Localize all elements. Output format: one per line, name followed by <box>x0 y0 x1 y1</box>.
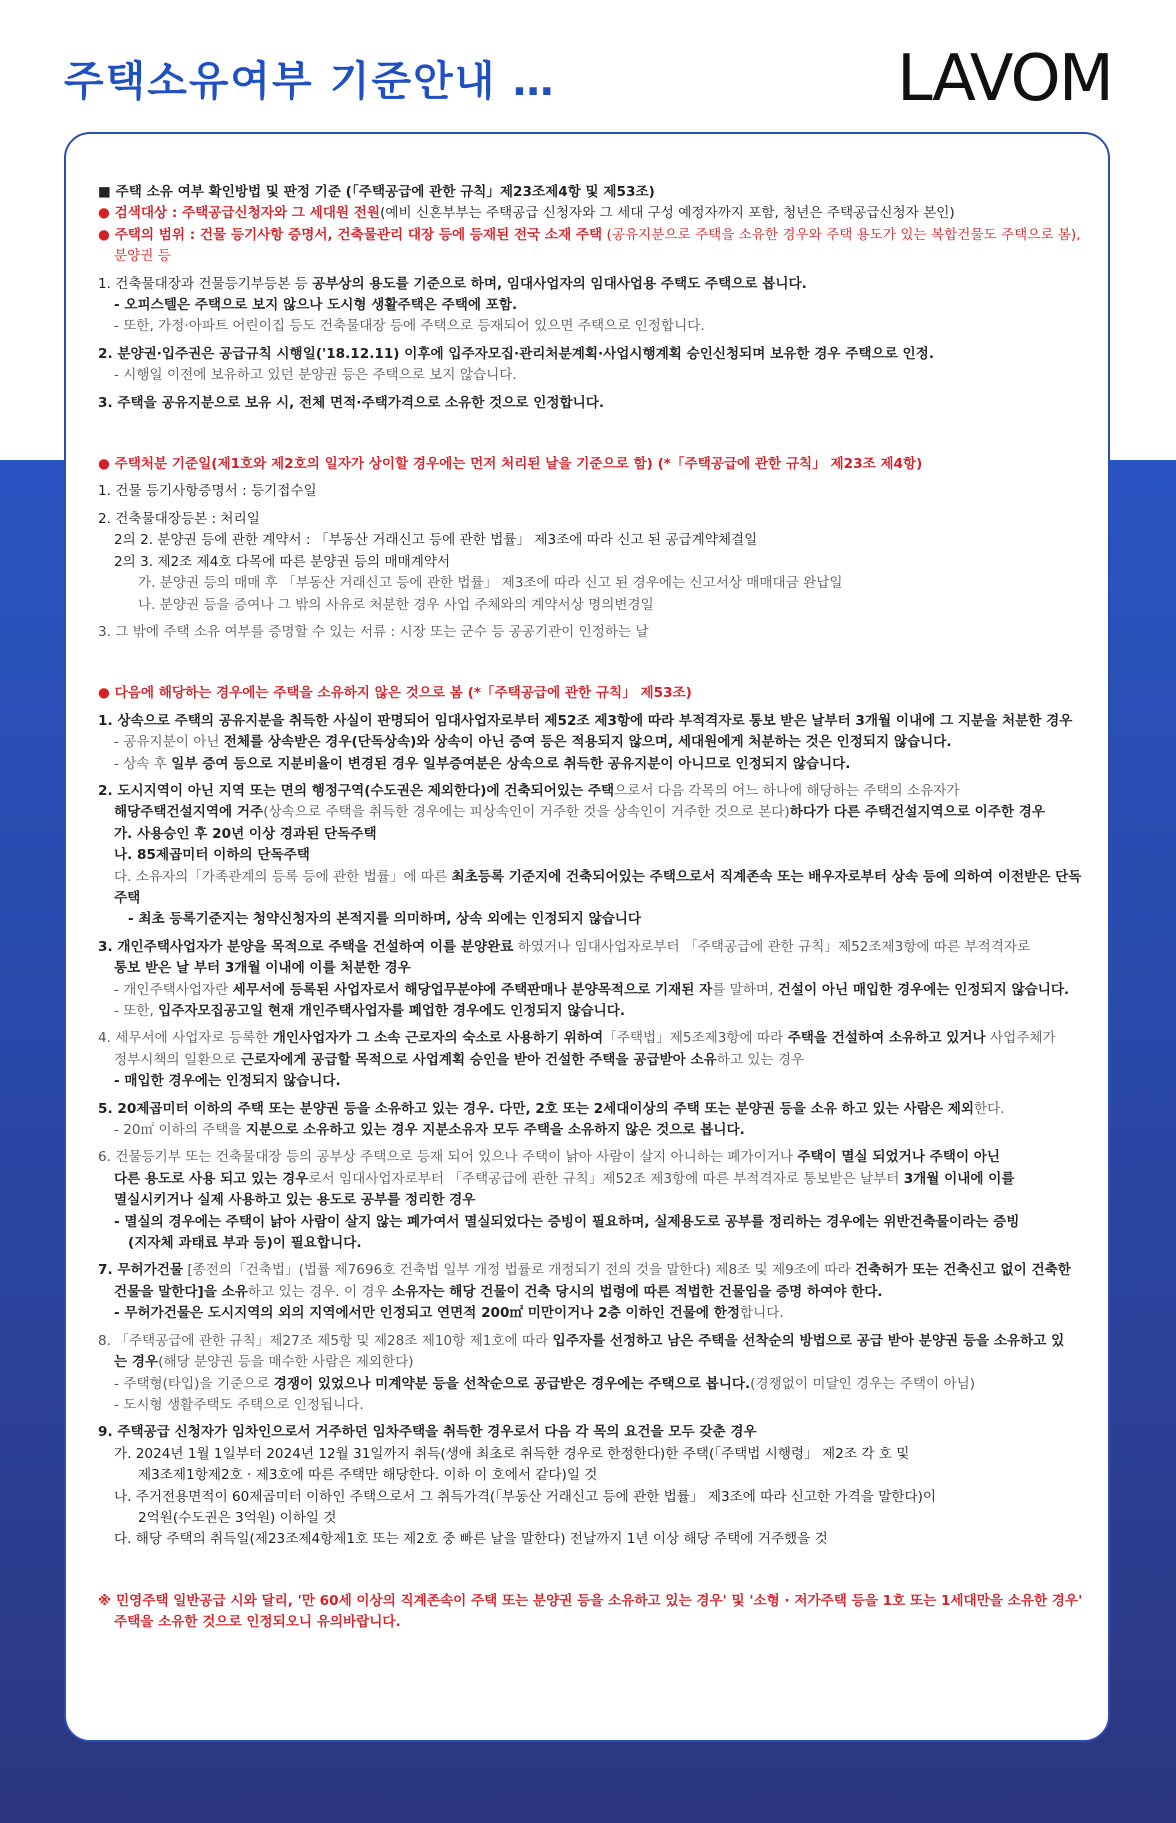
list-item-continuation: 해당주택건설지역에 거주(상속으로 주택을 취득한 경우에는 피상속인이 거주한 것을 상속인이 거주한 것으로 본다)하다가 다른 주택건설지역으로 이주한 경우 <box>114 804 1046 821</box>
sub-item: 다. 소유자의「가족관계의 등록 등에 관한 법률」에 따른 최초등록 기준지에 건축되어있는 주택으로서 직계존속 또는 배우자로부터 상속 등에 의하여 이전받은 단독주택 <box>114 868 1082 906</box>
sub-item: - 무허가건물은 도시지역의 외의 지역에서만 인정되고 연면적 200㎡ 미만이거나 2층 이하인 건물에 한정합니다. <box>114 1305 784 1322</box>
sub-item: - 최초 등록기준지는 청약신청자의 본적지를 의미하며, 상속 외에는 인정되지 않습니다 <box>128 911 642 928</box>
list-item: 8. 「주택공급에 관한 규칙」제27조 제5항 및 제28조 제10항 제1호에 따라 입주자를 선정하고 남은 주택을 선착순의 방법으로 공급 받아 분양권 등을 소유하고 있 <box>98 1332 1065 1349</box>
section-heading-disposal-date: ● 주택처분 기준일(제1호와 제2호의 일자가 상이할 경우에는 먼저 처리된 날을 기준으로 함) (*「주택공급에 관한 규칙」 제23조 제4항) <box>98 456 923 473</box>
list-item: 4. 세무서에 사업자로 등록한 개인사업자가 그 소속 근로자의 숙소로 사용하기 위하여「주택법」제5조제3항에 따라 주택을 건설하여 소유하고 있거나 사업주체가 <box>98 1030 1056 1047</box>
notice-card <box>64 132 1110 1742</box>
list-item: 2. 건축물대장등본 : 처리일 <box>98 510 260 527</box>
brand-logo: LAVOM <box>896 42 1112 116</box>
sub-item: 가. 2024년 1월 1일부터 2024년 12월 31일까지 취득(생애 최초로 취득한 경우로 한정한다)한 주택(「주택법 시행령」 제2조 각 호 및 <box>114 1445 910 1462</box>
sub-item: - 도시형 생활주택도 주택으로 인정됩니다. <box>114 1396 364 1413</box>
list-item: 3. 그 밖에 주택 소유 여부를 증명할 수 있는 서류 : 시장 또는 군수 등 공공기관이 인정하는 날 <box>98 623 649 640</box>
sub-item-continuation: 2억원(수도권은 3억원) 이하일 것 <box>138 1509 337 1526</box>
sub-item: - 오피스텔은 주택으로 보지 않으나 도시형 생활주택은 주택에 포함. <box>114 297 518 314</box>
list-item: 1. 건축물대장과 건물등기부등본 등 공부상의 용도를 기준으로 하며, 임대사업자의 임대사업용 주택도 주택으로 봅니다. <box>98 275 807 292</box>
page-title: 주택소유여부 기준안내 … <box>64 57 556 105</box>
sub-item-continuation: (지자체 과태료 부과 등)이 필요합니다. <box>128 1235 362 1252</box>
list-item: 9. 주택공급 신청자가 임차인으로서 거주하던 임차주택을 취득한 경우로서 다음 각 목의 요건을 모두 갖춘 경우 <box>98 1424 757 1441</box>
sub-item-continuation: 제3조제1항제2호 · 제3호에 따른 주택만 해당한다. 이하 이 호에서 같다)일 것 <box>138 1467 598 1484</box>
sub-item: - 개인주택사업자란 세무서에 등록된 사업자로서 해당업무분야에 주택판매나 분양목적으로 기재된 자를 말하며, 건설이 아닌 매입한 경우에는 인정되지 않습니다. <box>114 981 1070 998</box>
sub-item: - 매입한 경우에는 인정되지 않습니다. <box>114 1073 341 1090</box>
sub-item: 가. 분양권 등의 매매 후 「부동산 거래신고 등에 관한 법률」 제3조에 따라 신고 된 경우에는 신고서상 매매대금 완납일 <box>138 575 843 592</box>
section-heading-not-owned: ● 다음에 해당하는 경우에는 주택을 소유하지 않은 것으로 봄 (*「주택공급에 관한 규칙」 제53조) <box>98 685 692 702</box>
sub-item: - 상속 후 일부 증여 등으로 지분비율이 변경된 경우 일부증여분은 상속으로 취득한 공유지분이 아니므로 인정되지 않습니다. <box>114 755 851 772</box>
list-item-continuation: 건물을 말한다]을 소유하고 있는 경우. 이 경우 소유자는 해당 건물이 건축 당시의 법령에 따른 적법한 건물임을 증명 하여야 한다. <box>114 1283 883 1300</box>
list-item: 2. 분양권·입주권은 공급규칙 시행일('18.12.11) 이후에 입주자모집·관리처분계획·사업시행계획 승인신청되며 보유한 경우 주택으로 인정. <box>98 345 934 362</box>
sub-item: 다. 해당 주택의 취득일(제23조제4항제1호 또는 제2호 중 빠른 날을 말한다) 전날까지 1년 이상 해당 주택에 거주했을 것 <box>114 1531 828 1548</box>
list-item-continuation: 멸실시키거나 실제 사용하고 있는 용도로 공부를 정리한 경우 <box>114 1192 476 1209</box>
sub-item: - 20㎡ 이하의 주택을 지분으로 소유하고 있는 경우 지분소유자 모두 주택을 소유하지 않은 것으로 봅니다. <box>114 1122 745 1139</box>
list-item: 3. 주택을 공유지분으로 보유 시, 전체 면적·주택가격으로 소유한 것으로 인정합니다. <box>98 394 605 411</box>
sub-item: 나. 85제곱미터 이하의 단독주택 <box>114 847 310 864</box>
search-target: ● 검색대상 : 주택공급신청자와 그 세대원 전원(예비 신혼부부는 주택공급 신청자와 그 세대 구성 예정자까지 포함, 청년은 주택공급신청자 본인) <box>98 205 955 222</box>
list-item-continuation: 통보 받은 날 부터 3개월 이내에 이를 처분한 경우 <box>114 960 411 977</box>
list-item-continuation: 는 경우(해당 분양권 등을 매수한 사람은 제외한다) <box>114 1354 414 1371</box>
warning-note: ※ 민영주택 일반공급 시와 달리, '만 60세 이상의 직계존속이 주택 또는 분양권 등을 소유하고 있는 경우' 및 '소형 · 저가주택 등을 1호 또는 1세대만을 소유한 경우' 주택을 소유한 것으로 인정되오니 유의바랍니다. <box>98 1592 1083 1631</box>
list-item: 1. 건물 등기사항증명서 : 등기접수일 <box>98 483 317 500</box>
sub-item: 나. 분양권 등을 증여나 그 밖의 사유로 처분한 경우 사업 주체와의 계약서상 명의변경일 <box>138 596 654 613</box>
list-item: 3. 개인주택사업자가 분양을 목적으로 주택을 건설하여 이를 분양완료 하였거나 임대사업자로부터 「주택공급에 관한 규칙」제52조제3항에 따른 부적격자로 <box>98 938 1031 955</box>
sub-item: - 또한, 가정·아파트 어린이집 등도 건축물대장 등에 주택으로 등재되어 있으면 주택으로 인정합니다. <box>114 318 705 335</box>
sub-item: 나. 주거전용면적이 60제곱미터 이하인 주택으로서 그 취득가격(「부동산 거래신고 등에 관한 법률」 제3조에 따라 신고한 가격을 말한다)이 <box>114 1488 937 1505</box>
sub-item: - 또한, 입주자모집공고일 현재 개인주택사업자를 폐업한 경우에도 인정되지 않습니다. <box>114 1003 626 1019</box>
list-item: 1. 상속으로 주택의 공유지분을 취득한 사실이 판명되어 임대사업자로부터 제52조 제3항에 따라 부적격자로 통보 받은 날부터 3개월 이내에 그 지분을 처분한 경우 <box>98 712 1073 729</box>
list-item: 5. 20제곱미터 이하의 주택 또는 분양권 등을 소유하고 있는 경우. 다만, 2호 또는 2세대이상의 주택 또는 분양권 등을 소유 하고 있는 사람은 제외한다. <box>98 1100 1005 1117</box>
sub-item: - 주택형(타입)을 기준으로 경쟁이 있었으나 미계약분 등을 선착순으로 공급받은 경우에는 주택으로 봅니다.(경쟁없이 미달인 경우는 주택이 아님) <box>114 1375 976 1392</box>
list-item: 6. 건물등기부 또는 건축물대장 등의 공부상 주택으로 등재 되어 있으나 주택이 낡아 사람이 살지 아니하는 폐가이거나 주택이 멸실 되었거나 주택이 아닌 <box>98 1149 1001 1166</box>
list-item-continuation: 정부시책의 일환으로 근로자에게 공급할 목적으로 사업계획 승인을 받아 건설한 주택을 공급받아 소유하고 있는 경우 <box>114 1051 805 1068</box>
sub-item: 2의 3. 제2조 제4호 다목에 따른 분양권 등의 매매계약서 <box>114 553 451 570</box>
list-item-continuation: 다른 용도로 사용 되고 있는 경우로서 임대사업자로부터 「주택공급에 관한 규칙」제52조 제3항에 따른 부적격자로 통보받은 날부터 3개월 이내에 이를 <box>114 1170 1015 1187</box>
sub-item: 2의 2. 분양권 등에 관한 계약서 : 「부동산 거래신고 등에 관한 법률」 제3조에 따라 신고 된 공급계약체결일 <box>114 532 758 549</box>
sub-item: - 멸실의 경우에는 주택이 낡아 사람이 살지 않는 폐가여서 멸실되었다는 증빙이 필요하며, 실제용도로 공부를 정리하는 경우에는 위반건축물이라는 증빙 <box>114 1213 1020 1230</box>
sub-item: 가. 사용승인 후 20년 이상 경과된 단독주택 <box>114 825 377 842</box>
notice-content <box>98 182 1084 1634</box>
sub-item: - 시행일 이전에 보유하고 있던 분양권 등은 주택으로 보지 않습니다. <box>114 367 517 384</box>
section-heading-ownership: ■ 주택 소유 여부 확인방법 및 판정 기준 (「주택공급에 관한 규칙」제23조제4항 및 제53조) <box>98 184 655 200</box>
housing-scope: ● 주택의 범위 : 건물 등기사항 증명서, 건축물관리 대장 등에 등재된 전국 소재 주택 (공유지분으로 주택을 소유한 경우와 주택 용도가 있는 복합건물도 주택으로 봄), 분양권 등 <box>98 226 1081 265</box>
list-item: 2. 도시지역이 아닌 지역 또는 면의 행정구역(수도권은 제외한다)에 건축되어있는 주택으로서 다음 각목의 어느 하나에 해당하는 주택의 소유자가 <box>98 782 960 799</box>
list-item: 7. 무허가건물 [종전의「건축법」(법률 제7696호 건축법 일부 개정 법률로 개정되기 전의 것을 말한다) 제8조 및 제9조에 따라 건축허가 또는 건축신고 없이 건축한 <box>98 1262 1071 1279</box>
sub-item: - 공유지분이 아닌 전체를 상속받은 경우(단독상속)와 상속이 아닌 증여 등은 적용되지 않으며, 세대원에게 처분하는 것은 인정되지 않습니다. <box>114 734 952 751</box>
